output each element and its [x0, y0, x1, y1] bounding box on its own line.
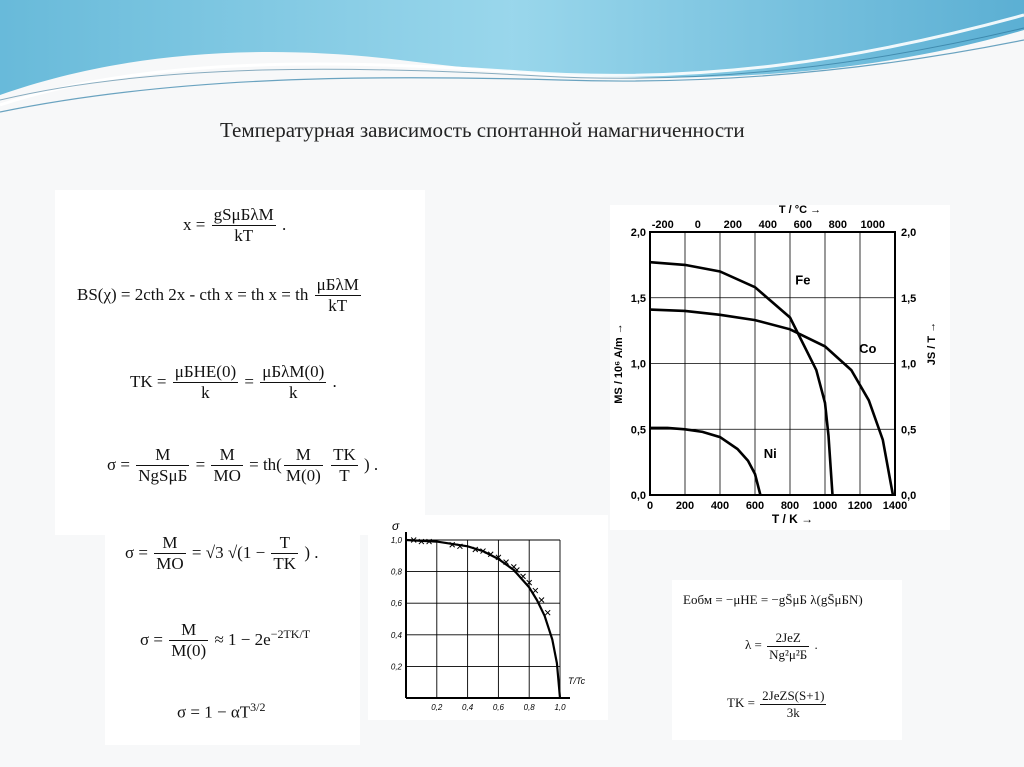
y-axis-label: σ	[392, 519, 400, 533]
x-tick-label: 1400	[882, 500, 908, 512]
y-tick-label-left: 0,5	[630, 424, 646, 437]
series-line-theory	[406, 540, 560, 698]
y-tick-label: 1,0	[390, 536, 402, 545]
x-tick-label: 1000	[812, 500, 838, 512]
series-line-fe	[650, 262, 833, 495]
reduced-magnetization-chart	[368, 515, 608, 720]
formula-sigma-sqrt: σ = $\frac{M}{MO}$ = √3 √(1 − $\frac{T}{TK}$ ) .	[125, 533, 319, 574]
x-tick-label: 0,4	[462, 703, 474, 712]
data-point-cross	[545, 610, 550, 615]
x-tick-label: 0,2	[431, 703, 443, 712]
y-axis-label-left: MS / 10⁶ A/m →	[613, 323, 625, 404]
formula-sigma-power: $\sigma = 1 - \alpha T^{3/2}$	[177, 700, 266, 722]
x-tick-label: 0,6	[492, 703, 504, 712]
data-point-cross	[539, 598, 544, 603]
y-tick-label-right: 1,5	[901, 292, 917, 305]
y-tick-label-right: 0,5	[901, 424, 917, 437]
x-tick-label: 1200	[847, 500, 873, 512]
x-top-tick-label: 800	[828, 219, 847, 231]
formula-curie-temperature: TK = $\frac{\text{μБHE(0)}}{k}$ = $\frac{\text{μБλM(0)}}{k}$ .	[130, 362, 337, 403]
formula-exchange-energy: Eобм = −μHE = −gS̄μБ λ(gS̄μБN)	[683, 592, 863, 607]
data-point-cross	[521, 574, 526, 579]
x-top-tick-label: 600	[793, 219, 812, 231]
series-label-ni: Ni	[763, 446, 777, 462]
formula-brillouin: BS(χ) = 2cth 2x - cth x = th x = th $\frac{\text{μБλM}}{kT}$	[77, 275, 359, 316]
x-tick-label: 400	[710, 500, 730, 512]
x-top-tick-label: 400	[758, 219, 777, 231]
formula-sigma-exponential: σ = $\frac{M}{M(0)}$ ≈ $1 - 2e^{-2TK/T}$	[140, 620, 311, 661]
x-tick-label: 1,0	[554, 703, 566, 712]
fraction-denominator: kT	[234, 226, 254, 246]
series-line-co	[650, 310, 893, 495]
y-tick-label-right: 1,0	[901, 358, 917, 371]
x-tick-label: 0,8	[523, 703, 535, 712]
formula-curie-temperature-exchange: TK = $\frac{\text{2JeZS(S+1)}}{3k}$	[727, 688, 825, 720]
formula-lambda: λ = $\frac{\text{2JeZ}}{\text{Ng²μ²Б}}$ .	[745, 630, 818, 662]
x-top-tick-label: 0	[694, 219, 701, 231]
y-tick-label: 0,4	[390, 630, 402, 640]
series-label-fe: Fe	[795, 272, 811, 288]
y-tick-label: 0,8	[390, 567, 402, 577]
y-tick-label: 0,6	[390, 599, 402, 609]
y-axis-label-right: JS / T →	[926, 321, 938, 366]
formula-x-definition: x = $\frac{\text{gSμБλM}}{kT}$ .	[183, 205, 287, 246]
fraction-numerator: μБλM	[315, 275, 361, 296]
x-top-tick-label: 1000	[860, 219, 886, 231]
series-line-ni	[650, 428, 760, 495]
data-point-cross	[533, 588, 538, 593]
x-tick-label: 800	[780, 500, 800, 512]
fraction-numerator: gSμБλM	[212, 205, 276, 226]
x-top-tick-label: -200	[651, 219, 674, 231]
series-label-co: Co	[859, 340, 877, 356]
y-tick-label-left: 1,0	[630, 358, 646, 371]
x-top-axis-label: T / °C →	[778, 205, 822, 216]
x-tick-label: 200	[675, 500, 695, 512]
slide-title: Температурная зависимость спонтанной намагниченности	[220, 118, 745, 142]
formula-sigma-tanh: σ = $\frac{M}{\text{NgSμБ}}$ = $\frac{M}{MO}$ = th( $\frac{M}{M(0)}$ $\frac{TK}{T}$ ) .	[107, 445, 379, 486]
y-tick-label-left: 2,0	[630, 227, 646, 239]
x-axis-label: T / K →	[771, 512, 814, 526]
x-axis-label: T/Tc	[568, 676, 586, 686]
y-tick-label-left: 0,0	[630, 490, 646, 502]
x-tick-label: 600	[745, 500, 765, 512]
x-top-tick-label: 200	[723, 219, 742, 231]
fraction-denominator: kT	[328, 296, 348, 316]
header-wave-banner	[0, 0, 1024, 130]
x-tick-label: 0	[646, 500, 654, 512]
y-tick-label-right: 0,0	[901, 490, 917, 502]
y-tick-label-right: 2,0	[901, 227, 917, 239]
magnetization-vs-temperature-chart	[610, 205, 950, 530]
y-tick-label: 0,2	[390, 662, 402, 672]
y-tick-label-left: 1,5	[630, 292, 646, 305]
